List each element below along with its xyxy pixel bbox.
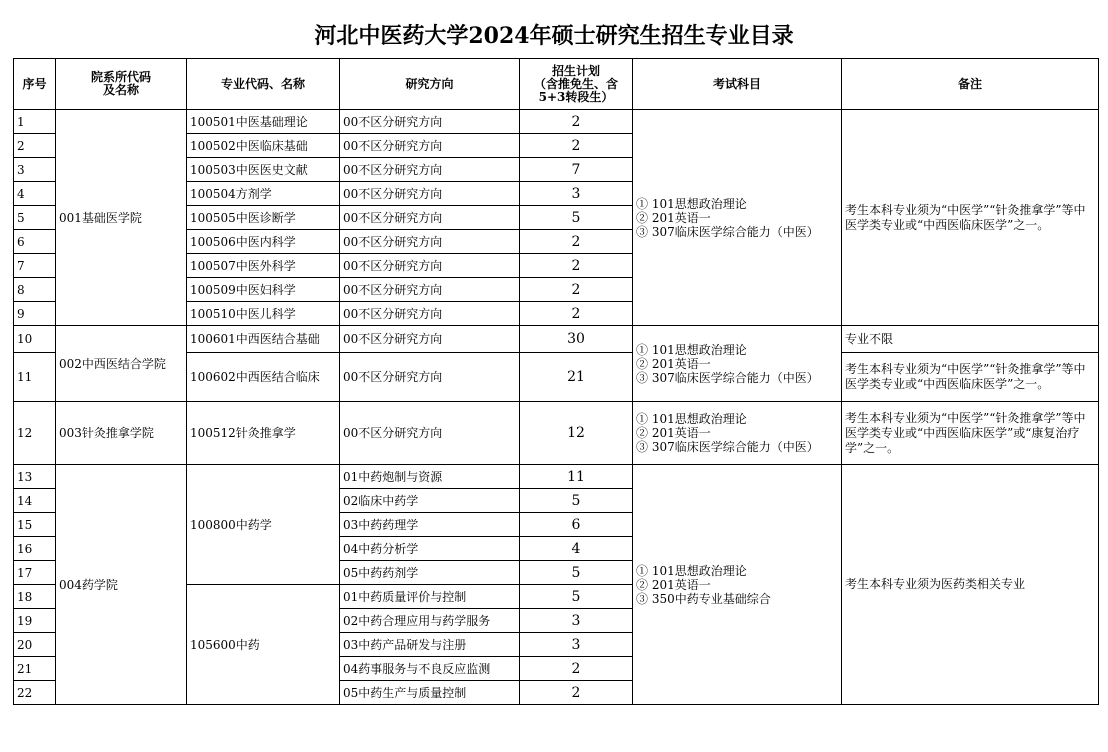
direction-cell: 01中药质量评价与控制: [340, 585, 520, 609]
exam-cell: [633, 326, 842, 402]
seq-cell: 2: [14, 134, 56, 158]
note-cell: 专业不限: [842, 326, 1099, 353]
note-cell: 考生本科专业须为医药类相关专业: [842, 465, 1099, 705]
plan-cell: 2: [520, 302, 633, 326]
plan-cell: 6: [520, 513, 633, 537]
plan-cell: 12: [520, 402, 633, 465]
note-cell: 考生本科专业须为“中医学”“针灸推拿学”等中医学类专业或“中西医临床医学”或“康复治疗学”之一。: [842, 402, 1099, 465]
direction-cell: 00不区分研究方向: [340, 158, 520, 182]
header-exam: 考试科目: [633, 59, 842, 110]
table-row: [14, 465, 1099, 489]
table-row: [14, 402, 1099, 465]
seq-cell: 16: [14, 537, 56, 561]
plan-cell: 21: [520, 353, 633, 402]
exam-line: ① 101思想政治理论: [636, 196, 747, 211]
plan-cell: 5: [520, 585, 633, 609]
direction-cell: 00不区分研究方向: [340, 182, 520, 206]
exam-line: ① 101思想政治理论: [636, 412, 747, 426]
direction-cell: 00不区分研究方向: [340, 302, 520, 326]
direction-cell: 04中药分析学: [340, 537, 520, 561]
direction-cell: 02临床中药学: [340, 489, 520, 513]
direction-cell: 00不区分研究方向: [340, 206, 520, 230]
dept-cell: 001基础医学院: [56, 110, 187, 326]
seq-cell: 9: [14, 302, 56, 326]
plan-cell: 4: [520, 537, 633, 561]
direction-cell: 00不区分研究方向: [340, 326, 520, 353]
exam-line: ① 101思想政治理论: [636, 342, 747, 357]
major-cell: 100601中西医结合基础: [187, 326, 340, 353]
direction-cell: 05中药药剂学: [340, 561, 520, 585]
header-seq: 序号: [14, 59, 56, 110]
dept-cell: 004药学院: [56, 465, 187, 705]
seq-cell: 3: [14, 158, 56, 182]
exam-line: ② 201英语一: [636, 356, 711, 371]
seq-cell: 17: [14, 561, 56, 585]
dept-cell: 003针灸推拿学院: [56, 402, 187, 465]
direction-cell: 02中药合理应用与药学服务: [340, 609, 520, 633]
exam-line: ③ 307临床医学综合能力（中医）: [636, 370, 819, 385]
exam-cell: [633, 402, 842, 465]
header-plan-line: 5+3转段生）: [538, 89, 614, 104]
seq-cell: 10: [14, 326, 56, 353]
direction-cell: 00不区分研究方向: [340, 353, 520, 402]
plan-cell: 2: [520, 278, 633, 302]
major-cell: 100503中医医史文献: [187, 158, 340, 182]
direction-cell: 00不区分研究方向: [340, 134, 520, 158]
seq-cell: 22: [14, 681, 56, 705]
header-plan-line: （含推免生、含: [533, 76, 618, 91]
header-major: 专业代码、名称: [187, 59, 340, 110]
seq-cell: 18: [14, 585, 56, 609]
major-cell: 100502中医临床基础: [187, 134, 340, 158]
page-title: 河北中医药大学2024年硕士研究生招生专业目录: [314, 23, 794, 49]
plan-cell: 2: [520, 681, 633, 705]
exam-line: ② 201英语一: [636, 577, 711, 592]
direction-cell: 05中药生产与质量控制: [340, 681, 520, 705]
seq-cell: 11: [14, 353, 56, 402]
exam-line: ③ 307临床医学综合能力（中医）: [636, 440, 819, 454]
seq-cell: 12: [14, 402, 56, 465]
dept-cell: 002中西医结合学院: [56, 326, 187, 402]
seq-cell: 6: [14, 230, 56, 254]
major-cell: 100505中医诊断学: [187, 206, 340, 230]
direction-cell: 00不区分研究方向: [340, 254, 520, 278]
seq-cell: 14: [14, 489, 56, 513]
header-dept-line: 及名称: [102, 83, 139, 97]
plan-cell: 2: [520, 134, 633, 158]
exam-line: ③ 350中药专业基础综合: [636, 591, 771, 606]
plan-cell: 2: [520, 110, 633, 134]
exam-line: ② 201英语一: [636, 426, 711, 440]
seq-cell: 15: [14, 513, 56, 537]
seq-cell: 4: [14, 182, 56, 206]
header-note: 备注: [842, 59, 1099, 110]
plan-cell: 5: [520, 206, 633, 230]
header-row: [14, 59, 1099, 110]
exam-line: ① 101思想政治理论: [636, 563, 747, 578]
catalog-table: [13, 58, 1099, 705]
seq-cell: 5: [14, 206, 56, 230]
note-cell: 考生本科专业须为“中医学”“针灸推拿学”等中医学类专业或“中西医临床医学”之一。: [842, 353, 1099, 402]
direction-cell: 04药事服务与不良反应监测: [340, 657, 520, 681]
major-cell: 100504方剂学: [187, 182, 340, 206]
major-cell: 100509中医妇科学: [187, 278, 340, 302]
plan-cell: 3: [520, 633, 633, 657]
major-cell: 100512针灸推拿学: [187, 402, 340, 465]
direction-cell: 03中药产品研发与注册: [340, 633, 520, 657]
seq-cell: 19: [14, 609, 56, 633]
major-cell: 100501中医基础理论: [187, 110, 340, 134]
plan-cell: 11: [520, 465, 633, 489]
direction-cell: 00不区分研究方向: [340, 402, 520, 465]
table-row: [14, 110, 1099, 134]
direction-cell: 00不区分研究方向: [340, 110, 520, 134]
exam-cell: [633, 465, 842, 705]
header-dept: [56, 59, 187, 110]
plan-cell: 3: [520, 182, 633, 206]
direction-cell: 00不区分研究方向: [340, 230, 520, 254]
major-cell: 100602中西医结合临床: [187, 353, 340, 402]
plan-cell: 2: [520, 230, 633, 254]
note-cell: 考生本科专业须为“中医学”“针灸推拿学”等中医学类专业或“中西医临床医学”之一。: [842, 110, 1099, 326]
header-plan-line: 招生计划: [551, 63, 600, 78]
direction-cell: 00不区分研究方向: [340, 278, 520, 302]
plan-cell: 3: [520, 609, 633, 633]
header-plan: [520, 59, 633, 110]
seq-cell: 21: [14, 657, 56, 681]
plan-cell: 30: [520, 326, 633, 353]
seq-cell: 8: [14, 278, 56, 302]
plan-cell: 2: [520, 657, 633, 681]
direction-cell: 03中药药理学: [340, 513, 520, 537]
major-cell: 100507中医外科学: [187, 254, 340, 278]
direction-cell: 01中药炮制与资源: [340, 465, 520, 489]
major-cell: 100506中医内科学: [187, 230, 340, 254]
table-row: [14, 326, 1099, 353]
major-cell: 100510中医儿科学: [187, 302, 340, 326]
header-dept-line: 院系所代码: [90, 70, 151, 84]
seq-cell: 13: [14, 465, 56, 489]
exam-line: ③ 307临床医学综合能力（中医）: [636, 224, 819, 239]
plan-cell: 5: [520, 561, 633, 585]
major-cell: 100800中药学: [187, 465, 340, 585]
seq-cell: 20: [14, 633, 56, 657]
major-cell: 105600中药: [187, 585, 340, 705]
header-direction: 研究方向: [340, 59, 520, 110]
plan-cell: 5: [520, 489, 633, 513]
plan-cell: 2: [520, 254, 633, 278]
seq-cell: 7: [14, 254, 56, 278]
exam-cell: [633, 110, 842, 326]
exam-line: ② 201英语一: [636, 210, 711, 225]
seq-cell: 1: [14, 110, 56, 134]
plan-cell: 7: [520, 158, 633, 182]
